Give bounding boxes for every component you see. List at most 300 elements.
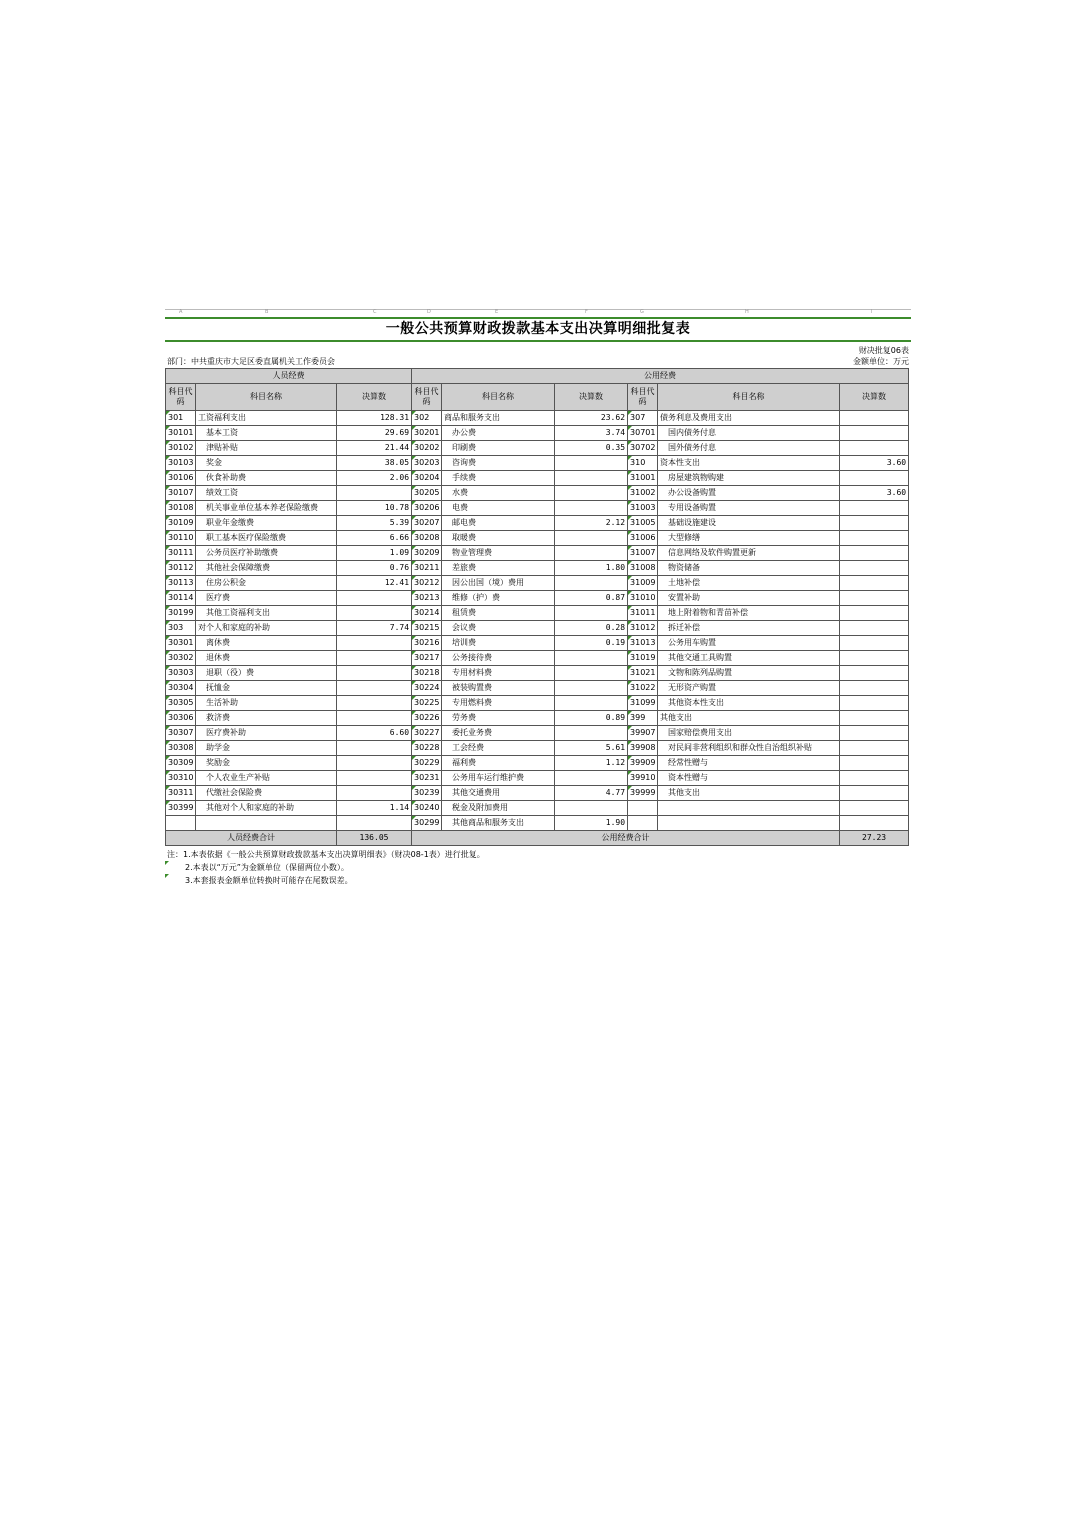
cell-amount — [840, 546, 909, 561]
cell-name — [658, 801, 840, 816]
cell-amount: 1.90 — [555, 816, 628, 831]
cell-code: 30216 — [412, 636, 442, 651]
cell-amount: 3.74 — [555, 426, 628, 441]
cell-name: 奖励金 — [196, 756, 337, 771]
cell-code: 39909 — [628, 756, 658, 771]
cell-name: 大型修缮 — [658, 531, 840, 546]
cell-code: 30229 — [412, 756, 442, 771]
cell-name: 津贴补贴 — [196, 441, 337, 456]
cell-name: 其他交通工具购置 — [658, 651, 840, 666]
cell-amount — [840, 816, 909, 831]
cell-code: 30101 — [166, 426, 196, 441]
cell-amount — [337, 756, 412, 771]
cell-amount: 6.66 — [337, 531, 412, 546]
cell-amount: 6.60 — [337, 726, 412, 741]
cell-code: 31021 — [628, 666, 658, 681]
cell-amount — [337, 741, 412, 756]
cell-name: 专用设备购置 — [658, 501, 840, 516]
cell-name — [658, 816, 840, 831]
cell-name: 印刷费 — [442, 441, 555, 456]
cell-amount: 21.44 — [337, 441, 412, 456]
cell-code: 30110 — [166, 531, 196, 546]
cell-name: 其他支出 — [658, 711, 840, 726]
cell-name: 土地补偿 — [658, 576, 840, 591]
column-header-name: 科目名称 — [442, 384, 555, 411]
cell-name: 职业年金缴费 — [196, 516, 337, 531]
cell-name: 对民间非营利组织和群众性自治组织补贴 — [658, 741, 840, 756]
cell-name: 办公设备购置 — [658, 486, 840, 501]
col-letter: G — [640, 309, 644, 315]
column-header-code: 科目代码 — [166, 384, 196, 411]
cell-name: 被装购置费 — [442, 681, 555, 696]
cell-code: 399 — [628, 711, 658, 726]
cell-name: 租赁费 — [442, 606, 555, 621]
cell-amount: 0.89 — [555, 711, 628, 726]
cell-amount — [840, 471, 909, 486]
cell-amount: 2.12 — [555, 516, 628, 531]
cell-code: 31006 — [628, 531, 658, 546]
cell-code: 30108 — [166, 501, 196, 516]
column-header-code: 科目代码 — [412, 384, 442, 411]
cell-code — [628, 801, 658, 816]
cell-name: 对个人和家庭的补助 — [196, 621, 337, 636]
cell-code: 30228 — [412, 741, 442, 756]
cell-code: 30109 — [166, 516, 196, 531]
cell-name: 伙食补助费 — [196, 471, 337, 486]
cell-code: 301 — [166, 411, 196, 426]
cell-amount — [555, 531, 628, 546]
table-meta — [165, 342, 911, 368]
cell-name: 会议费 — [442, 621, 555, 636]
cell-name: 其他商品和服务支出 — [442, 816, 555, 831]
cell-code: 31019 — [628, 651, 658, 666]
cell-name: 国内债务付息 — [658, 426, 840, 441]
cell-amount — [840, 801, 909, 816]
cell-amount — [840, 561, 909, 576]
footnotes — [165, 848, 911, 887]
cell-amount: 0.76 — [337, 561, 412, 576]
cell-amount: 38.05 — [337, 456, 412, 471]
cell-name: 离休费 — [196, 636, 337, 651]
cell-amount — [840, 651, 909, 666]
cell-code: 30306 — [166, 711, 196, 726]
column-header-amount: 决算数 — [840, 384, 909, 411]
cell-amount — [840, 501, 909, 516]
column-header-name: 科目名称 — [658, 384, 840, 411]
cell-code: 39910 — [628, 771, 658, 786]
cell-code: 31012 — [628, 621, 658, 636]
col-letter: E — [495, 309, 499, 315]
cell-name: 其他对个人和家庭的补助 — [196, 801, 337, 816]
col-letter: I — [871, 309, 873, 315]
form-number: 财决批复06表 — [858, 346, 909, 355]
cell-name: 电费 — [442, 501, 555, 516]
cell-amount — [840, 621, 909, 636]
cell-amount — [840, 741, 909, 756]
cell-amount — [337, 606, 412, 621]
cell-code: 30226 — [412, 711, 442, 726]
cell-code: 31005 — [628, 516, 658, 531]
table-row — [166, 576, 909, 591]
cell-code: 30112 — [166, 561, 196, 576]
table-row — [166, 516, 909, 531]
cell-amount — [840, 711, 909, 726]
cell-code: 39908 — [628, 741, 658, 756]
cell-code: 30208 — [412, 531, 442, 546]
cell-name: 其他工资福利支出 — [196, 606, 337, 621]
cell-name: 住房公积金 — [196, 576, 337, 591]
cell-code: 39907 — [628, 726, 658, 741]
table-row — [166, 696, 909, 711]
cell-code: 30301 — [166, 636, 196, 651]
cell-amount — [555, 546, 628, 561]
cell-amount — [555, 651, 628, 666]
cell-name: 安置补助 — [658, 591, 840, 606]
cell-amount: 0.87 — [555, 591, 628, 606]
col-letter: H — [745, 309, 749, 315]
cell-amount — [555, 576, 628, 591]
cell-name: 工会经费 — [442, 741, 555, 756]
cell-code: 310 — [628, 456, 658, 471]
table-row — [166, 621, 909, 636]
cell-name: 退休费 — [196, 651, 337, 666]
cell-code — [166, 816, 196, 831]
table-row — [166, 531, 909, 546]
cell-code: 30213 — [412, 591, 442, 606]
total-personnel-value: 136.05 — [337, 831, 412, 846]
table-row — [166, 741, 909, 756]
cell-code: 30307 — [166, 726, 196, 741]
table-row — [166, 681, 909, 696]
cell-amount: 5.61 — [555, 741, 628, 756]
cell-amount: 1.14 — [337, 801, 412, 816]
cell-name: 水费 — [442, 486, 555, 501]
cell-code: 30114 — [166, 591, 196, 606]
table-row — [166, 771, 909, 786]
cell-amount — [337, 816, 412, 831]
cell-name: 培训费 — [442, 636, 555, 651]
cell-amount: 7.74 — [337, 621, 412, 636]
cell-amount — [840, 516, 909, 531]
cell-amount: 0.19 — [555, 636, 628, 651]
table-row — [166, 456, 909, 471]
cell-name: 公务用车购置 — [658, 636, 840, 651]
cell-name: 国外债务付息 — [658, 441, 840, 456]
cell-name: 维修（护）费 — [442, 591, 555, 606]
cell-code: 30218 — [412, 666, 442, 681]
cell-amount — [840, 441, 909, 456]
table-row — [166, 756, 909, 771]
total-public-value: 27.23 — [840, 831, 909, 846]
cell-name: 机关事业单位基本养老保险缴费 — [196, 501, 337, 516]
cell-amount — [555, 456, 628, 471]
cell-amount — [337, 666, 412, 681]
cell-code: 30207 — [412, 516, 442, 531]
table-row — [166, 711, 909, 726]
unit-label: 金额单位：万元 — [853, 357, 909, 366]
cell-amount — [840, 726, 909, 741]
cell-amount — [555, 501, 628, 516]
cell-name: 专用材料费 — [442, 666, 555, 681]
cell-code: 30212 — [412, 576, 442, 591]
cell-name: 差旅费 — [442, 561, 555, 576]
cell-amount — [337, 786, 412, 801]
footnote: 3.本套报表金额单位转换时可能存在尾数误差。 — [165, 874, 911, 887]
col-letter: B — [265, 309, 269, 315]
cell-code: 31011 — [628, 606, 658, 621]
cell-amount: 23.62 — [555, 411, 628, 426]
table-row — [166, 636, 909, 651]
table-row — [166, 606, 909, 621]
cell-name: 公务用车运行维护费 — [442, 771, 555, 786]
cell-code: 30309 — [166, 756, 196, 771]
cell-name: 无形资产购置 — [658, 681, 840, 696]
cell-amount — [840, 591, 909, 606]
cell-name: 咨询费 — [442, 456, 555, 471]
cell-code: 30231 — [412, 771, 442, 786]
cell-amount — [840, 411, 909, 426]
cell-amount — [840, 606, 909, 621]
table-row — [166, 486, 909, 501]
cell-name: 职工基本医疗保险缴费 — [196, 531, 337, 546]
table-row — [166, 726, 909, 741]
cell-code: 30215 — [412, 621, 442, 636]
cell-name: 房屋建筑物购建 — [658, 471, 840, 486]
cell-code: 30302 — [166, 651, 196, 666]
total-personnel-label: 人员经费合计 — [166, 831, 337, 846]
cell-name: 地上附着物和青苗补偿 — [658, 606, 840, 621]
cell-name: 邮电费 — [442, 516, 555, 531]
cell-name: 税金及附加费用 — [442, 801, 555, 816]
col-letter: F — [585, 309, 588, 315]
cell-code: 30308 — [166, 741, 196, 756]
cell-amount: 0.28 — [555, 621, 628, 636]
cell-amount: 1.12 — [555, 756, 628, 771]
cell-name: 福利费 — [442, 756, 555, 771]
cell-amount — [555, 666, 628, 681]
cell-amount — [840, 426, 909, 441]
cell-name: 基本工资 — [196, 426, 337, 441]
cell-name: 债务利息及费用支出 — [658, 411, 840, 426]
cell-code: 31002 — [628, 486, 658, 501]
table-row — [166, 816, 909, 831]
cell-amount — [337, 771, 412, 786]
cell-code: 31099 — [628, 696, 658, 711]
cell-name: 经常性赠与 — [658, 756, 840, 771]
cell-code: 30199 — [166, 606, 196, 621]
table-row — [166, 411, 909, 426]
cell-code: 31010 — [628, 591, 658, 606]
cell-amount — [840, 696, 909, 711]
cell-code: 307 — [628, 411, 658, 426]
cell-name: 资本性支出 — [658, 456, 840, 471]
table-row — [166, 591, 909, 606]
cell-amount — [840, 681, 909, 696]
cell-code: 303 — [166, 621, 196, 636]
cell-amount — [840, 756, 909, 771]
column-header-amount: 决算数 — [555, 384, 628, 411]
column-ruler — [165, 309, 911, 317]
cell-name: 抚恤金 — [196, 681, 337, 696]
cell-name: 劳务费 — [442, 711, 555, 726]
cell-name: 公务接待费 — [442, 651, 555, 666]
cell-amount — [337, 711, 412, 726]
cell-amount — [337, 696, 412, 711]
column-header-amount: 决算数 — [337, 384, 412, 411]
cell-code: 302 — [412, 411, 442, 426]
cell-amount — [555, 681, 628, 696]
table-row — [166, 666, 909, 681]
cell-name: 工资福利支出 — [196, 411, 337, 426]
cell-amount: 3.60 — [840, 486, 909, 501]
cell-name: 委托业务费 — [442, 726, 555, 741]
cell-code: 30702 — [628, 441, 658, 456]
cell-amount — [840, 666, 909, 681]
cell-name: 救济费 — [196, 711, 337, 726]
cell-name: 办公费 — [442, 426, 555, 441]
cell-amount: 128.31 — [337, 411, 412, 426]
cell-amount — [840, 636, 909, 651]
cell-name: 生活补助 — [196, 696, 337, 711]
table-row — [166, 426, 909, 441]
table-row — [166, 651, 909, 666]
table-row — [166, 441, 909, 456]
cell-code: 30209 — [412, 546, 442, 561]
cell-amount — [840, 786, 909, 801]
cell-code: 30102 — [166, 441, 196, 456]
cell-name — [196, 816, 337, 831]
group-header-public: 公用经费 — [412, 369, 909, 384]
table-row — [166, 471, 909, 486]
cell-name: 奖金 — [196, 456, 337, 471]
cell-code: 30310 — [166, 771, 196, 786]
cell-name: 代缴社会保险费 — [196, 786, 337, 801]
cell-code: 30701 — [628, 426, 658, 441]
cell-code: 30214 — [412, 606, 442, 621]
cell-name: 手续费 — [442, 471, 555, 486]
cell-code: 30239 — [412, 786, 442, 801]
cell-code: 30304 — [166, 681, 196, 696]
table-row — [166, 786, 909, 801]
cell-amount: 0.35 — [555, 441, 628, 456]
cell-amount: 4.77 — [555, 786, 628, 801]
cell-code: 30225 — [412, 696, 442, 711]
cell-name: 信息网络及软件购置更新 — [658, 546, 840, 561]
cell-amount — [555, 726, 628, 741]
cell-amount — [555, 801, 628, 816]
cell-code: 30107 — [166, 486, 196, 501]
cell-code: 30113 — [166, 576, 196, 591]
cell-code: 31022 — [628, 681, 658, 696]
footnote: 2.本表以“万元”为金额单位（保留两位小数）。 — [165, 861, 911, 874]
cell-code: 31001 — [628, 471, 658, 486]
cell-name: 其他交通费用 — [442, 786, 555, 801]
cell-name: 退职（役）费 — [196, 666, 337, 681]
cell-name: 基础设施建设 — [658, 516, 840, 531]
cell-code: 30217 — [412, 651, 442, 666]
cell-code: 30205 — [412, 486, 442, 501]
cell-name: 公务员医疗补助缴费 — [196, 546, 337, 561]
cell-amount — [337, 486, 412, 501]
column-header-code: 科目代码 — [628, 384, 658, 411]
col-letter: D — [427, 309, 431, 315]
col-letter: C — [373, 309, 377, 315]
cell-name: 其他社会保障缴费 — [196, 561, 337, 576]
cell-name: 绩效工资 — [196, 486, 337, 501]
cell-code: 30224 — [412, 681, 442, 696]
cell-amount — [337, 591, 412, 606]
column-header-name: 科目名称 — [196, 384, 337, 411]
cell-amount — [555, 606, 628, 621]
table-row — [166, 801, 909, 816]
cell-code: 31003 — [628, 501, 658, 516]
table-title: 一般公共预算财政拨款基本支出决算明细批复表 — [165, 317, 911, 342]
cell-amount: 1.09 — [337, 546, 412, 561]
cell-code: 30227 — [412, 726, 442, 741]
cell-name: 医疗费 — [196, 591, 337, 606]
cell-amount: 3.60 — [840, 456, 909, 471]
cell-code: 30111 — [166, 546, 196, 561]
cell-amount: 1.80 — [555, 561, 628, 576]
cell-name: 其他支出 — [658, 786, 840, 801]
cell-amount — [555, 486, 628, 501]
cell-amount — [337, 636, 412, 651]
cell-code: 30202 — [412, 441, 442, 456]
cell-amount: 29.69 — [337, 426, 412, 441]
cell-name: 商品和服务支出 — [442, 411, 555, 426]
total-public-label: 公用经费合计 — [412, 831, 840, 846]
cell-code: 30303 — [166, 666, 196, 681]
table-row — [166, 501, 909, 516]
cell-amount — [555, 771, 628, 786]
cell-name: 资本性赠与 — [658, 771, 840, 786]
cell-amount: 12.41 — [337, 576, 412, 591]
cell-code: 30206 — [412, 501, 442, 516]
col-letter: A — [179, 309, 183, 315]
cell-code: 31013 — [628, 636, 658, 651]
cell-code: 30106 — [166, 471, 196, 486]
cell-code — [628, 816, 658, 831]
cell-amount — [840, 576, 909, 591]
cell-amount — [840, 771, 909, 786]
expenditure-table — [165, 368, 909, 846]
cell-amount — [555, 696, 628, 711]
cell-code: 30103 — [166, 456, 196, 471]
cell-code: 30203 — [412, 456, 442, 471]
cell-amount: 5.39 — [337, 516, 412, 531]
spreadsheet-page — [165, 309, 911, 887]
cell-name: 医疗费补助 — [196, 726, 337, 741]
cell-code: 30211 — [412, 561, 442, 576]
cell-name: 文物和陈列品购置 — [658, 666, 840, 681]
cell-name: 国家赔偿费用支出 — [658, 726, 840, 741]
cell-code: 30311 — [166, 786, 196, 801]
cell-name: 个人农业生产补贴 — [196, 771, 337, 786]
cell-code: 30240 — [412, 801, 442, 816]
footnote: 注：1.本表依据《一般公共预算财政拨款基本支出决算明细表》（财决08-1表）进行批复。 — [167, 850, 485, 859]
cell-amount — [840, 531, 909, 546]
cell-amount: 10.78 — [337, 501, 412, 516]
cell-name: 拆迁补偿 — [658, 621, 840, 636]
cell-amount — [555, 471, 628, 486]
cell-code: 30399 — [166, 801, 196, 816]
cell-code: 31008 — [628, 561, 658, 576]
cell-code: 30204 — [412, 471, 442, 486]
cell-code: 30305 — [166, 696, 196, 711]
cell-amount — [337, 651, 412, 666]
cell-amount — [337, 681, 412, 696]
cell-code: 30201 — [412, 426, 442, 441]
